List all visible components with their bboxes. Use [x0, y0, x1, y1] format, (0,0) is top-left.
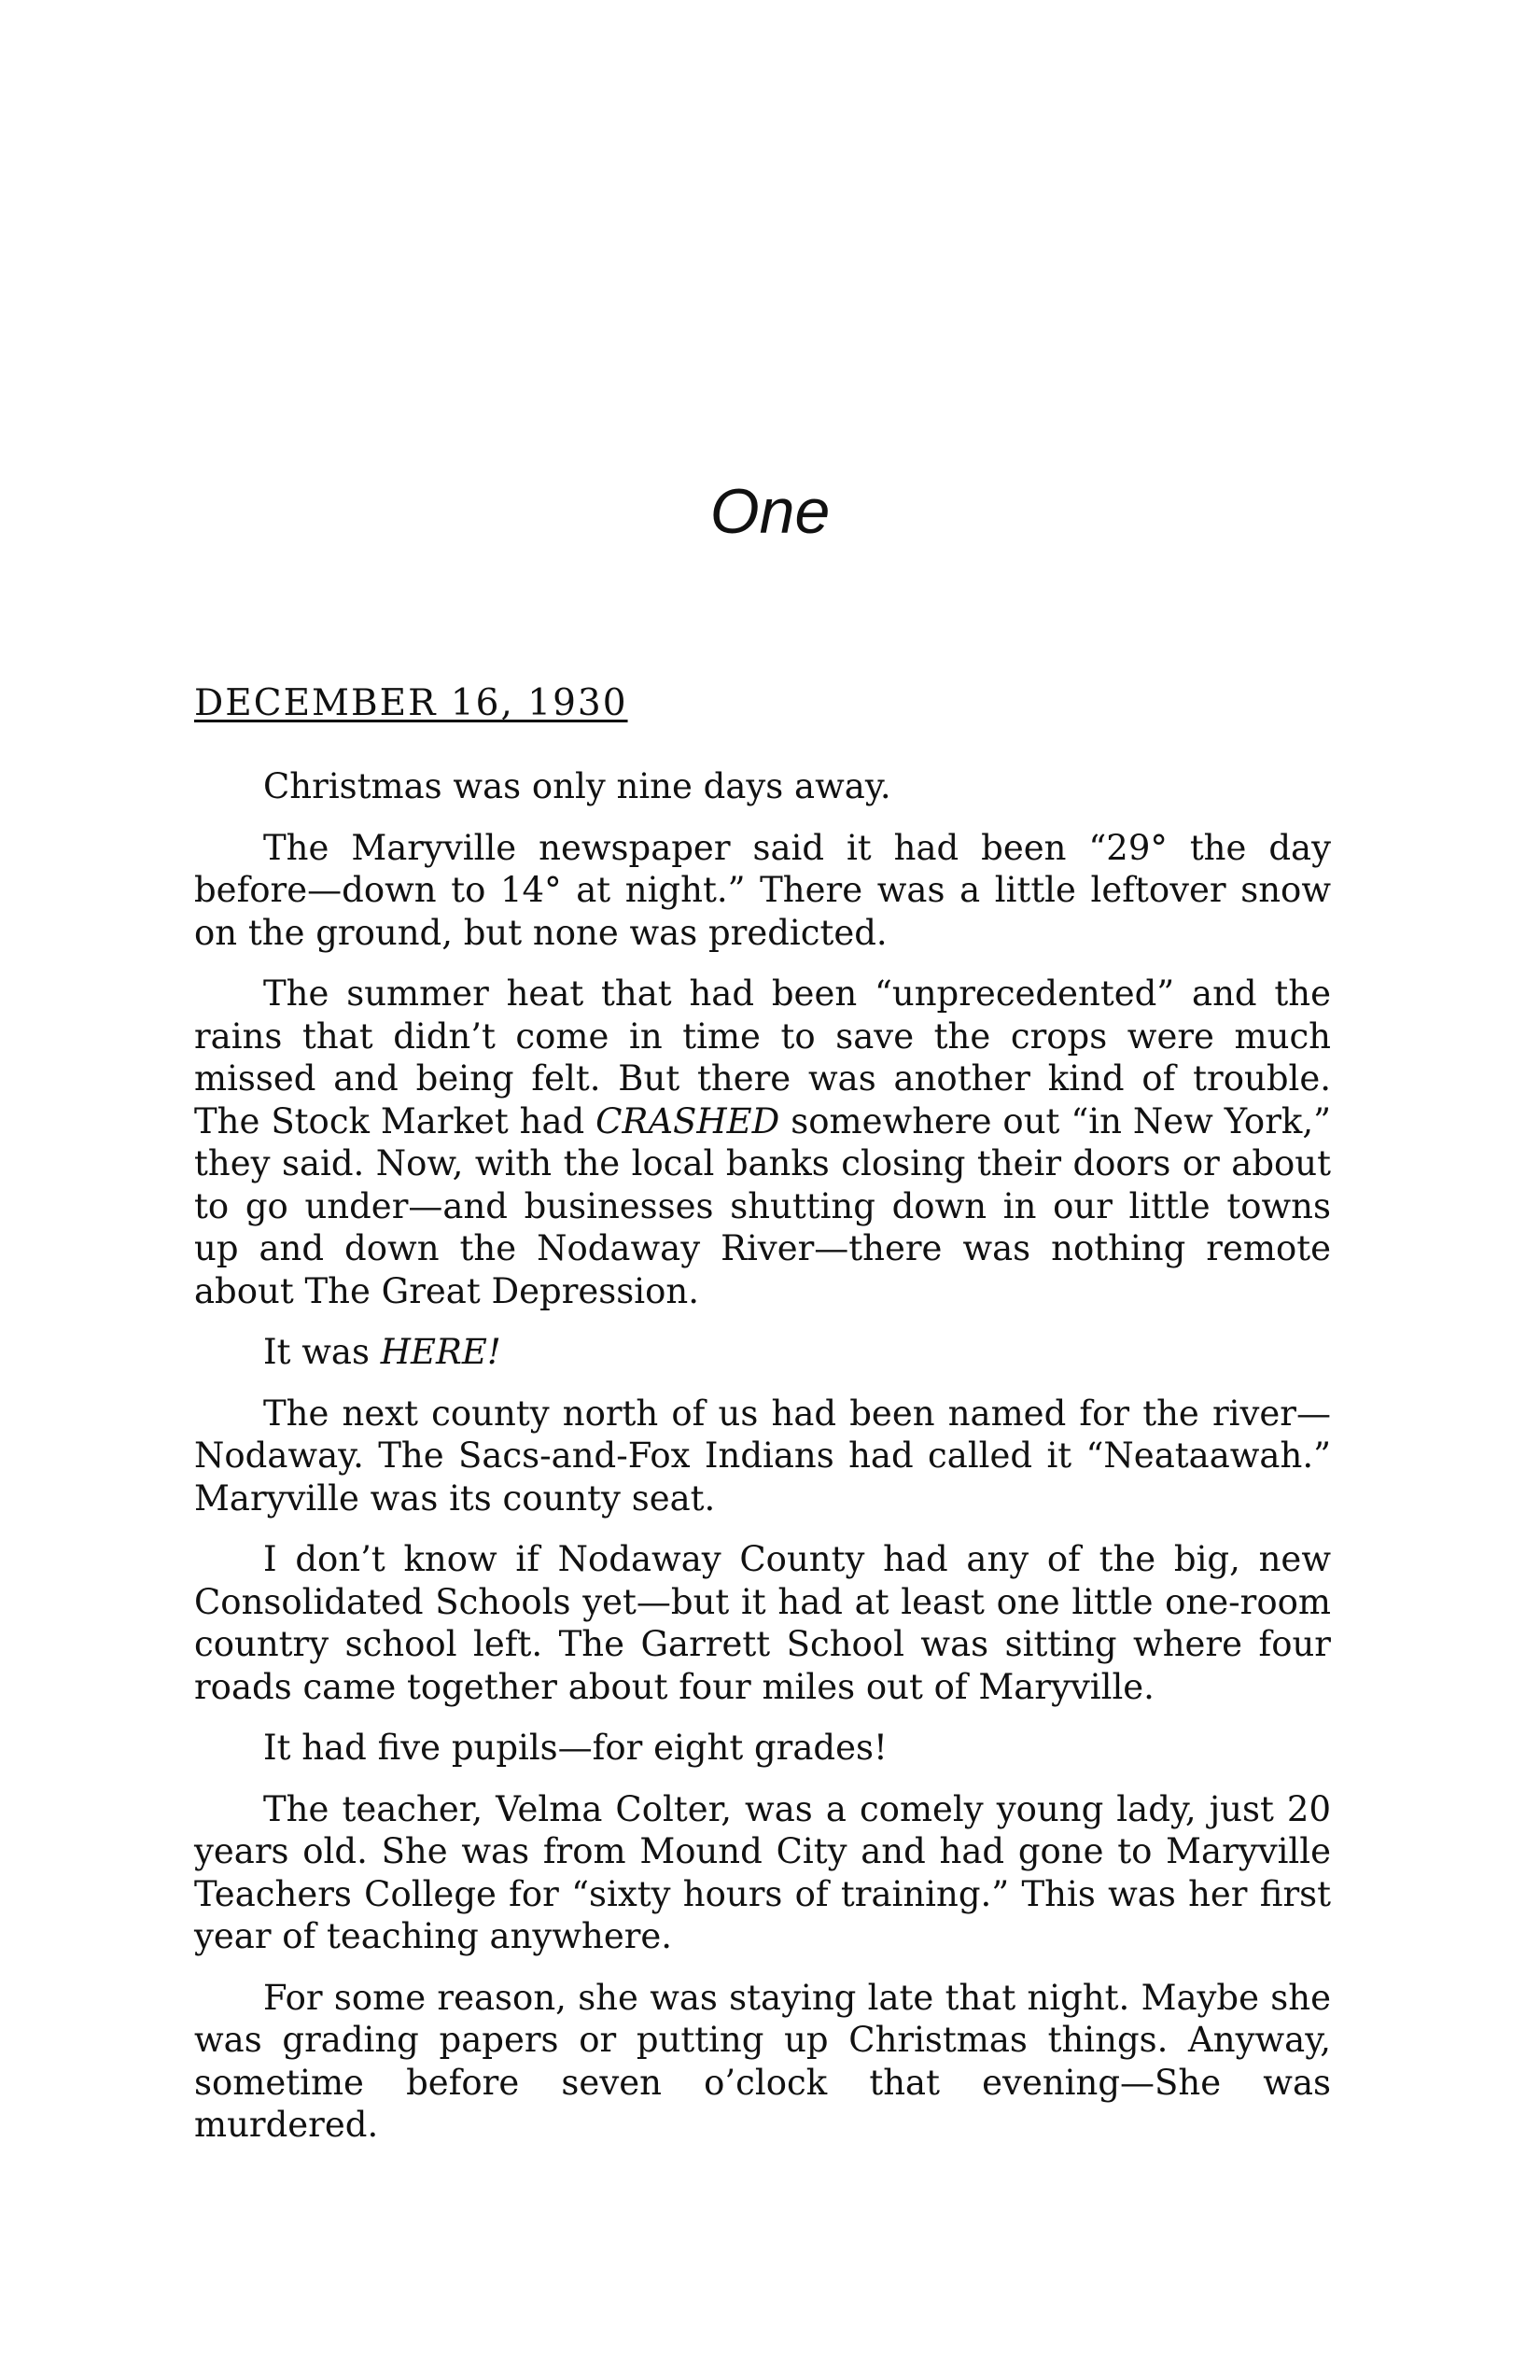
paragraph-3-part-1: The summer heat that had been “unprecedented” and the rains that didn’t come in time to save the crops were much missed and being felt. But there was another kind of trouble. The Stock Market had	[194, 973, 1331, 1141]
paragraph-4	[194, 1331, 1331, 1374]
paragraph-9: For some reason, she was staying late that night. Maybe she was grading papers or putting up Christmas things. Anyway, sometime before seven o’clock that evening—She was murdered.	[194, 1977, 1331, 2145]
paragraph-5: The next county north of us had been named for the river—Nodaway. The Sacs-and-Fox Indians had called it “Neataawah.” Maryville was its county seat.	[194, 1393, 1331, 1519]
paragraph-1: Christmas was only nine days away.	[263, 766, 891, 806]
date-heading: DECEMBER 16, 1930	[194, 682, 628, 724]
emphasis-crashed: CRASHED	[595, 1100, 780, 1141]
paragraph-3	[194, 973, 1331, 1312]
paragraph-7: It had five pupils—for eight grades!	[263, 1728, 888, 1768]
paragraph-8: The teacher, Velma Colter, was a comely young lady, just 20 years old. She was from Mound City and had gone to Maryville Teachers College for “sixty hours of training.” This was her first year of teaching anywhere.	[194, 1788, 1331, 1956]
paragraph-6: I don’t know if Nodaway County had any of the big, new Consolidated Schools yet—but it had at least one little one-room country school left. The Garrett School was sitting where four roads came together about four miles out of Maryville.	[194, 1539, 1331, 1707]
paragraph-4-part-1: It was	[263, 1332, 381, 1372]
paragraph-2: The Maryville newspaper said it had been “29° the day before—down to 14° at night.” There was a little leftover snow on the ground, but none was predicted.	[194, 827, 1331, 953]
chapter-body	[194, 765, 1331, 2165]
chapter-title: One	[709, 476, 831, 547]
emphasis-here: HERE!	[380, 1332, 501, 1372]
paragraph-3-part-2: somewhere out “in New York,” they said. Now, with the local banks closing their doors or about to go under—and businesses shutting down in our little towns up and down the Nodaway River—there was nothing remote about The Great Depression.	[194, 1100, 1331, 1311]
